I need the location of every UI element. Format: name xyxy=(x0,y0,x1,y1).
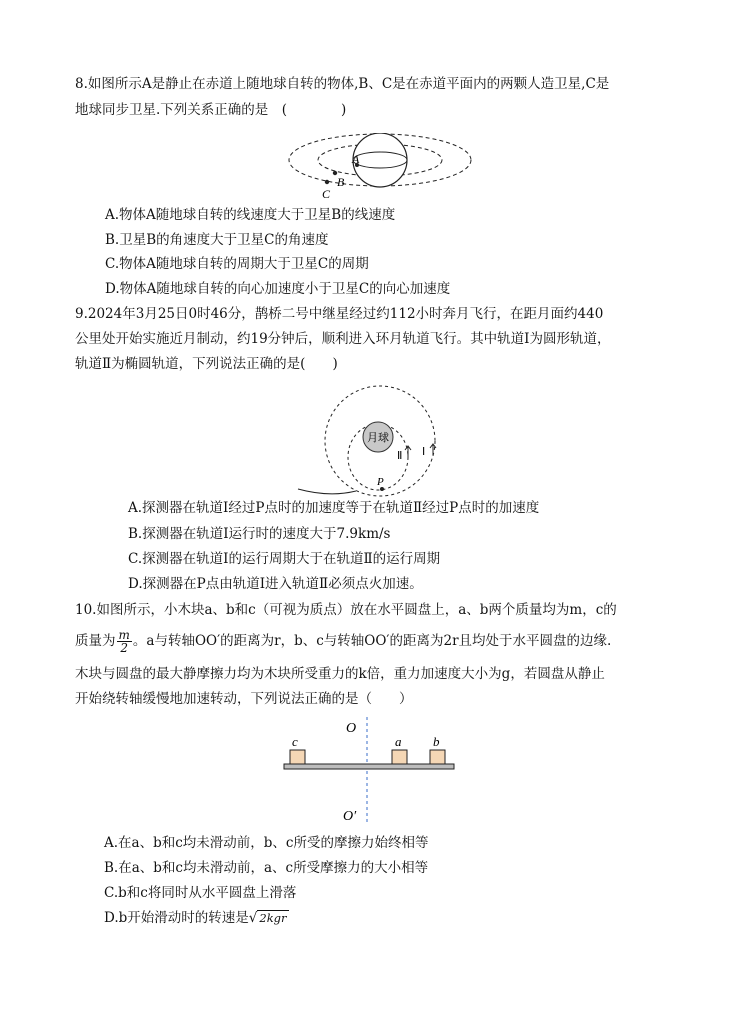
q9-option-c: C.探测器在轨道Ⅰ的运行周期大于在轨道Ⅱ的运行周期 xyxy=(128,551,441,567)
q10-option-a: A.在a、b和c均未滑动前，b、c所受的摩擦力始终相等 xyxy=(104,835,429,851)
q10-mass-fraction xyxy=(117,629,132,654)
q10-option-d-radicand: 2kgr xyxy=(259,911,287,925)
q10-option-d-text: D.b开始滑动时的转速是 xyxy=(104,910,249,926)
q9-orbit2-label: Ⅱ xyxy=(397,450,403,462)
q8-orbit-figure xyxy=(285,133,475,203)
q9-stem-line2: 公里处开始实施近月制动，约19分钟后，顺利进入环月轨道飞行。其中轨道Ⅰ为圆形轨道， xyxy=(75,331,611,347)
q10-stem-line4: 开始绕转轴缓慢地加速转动，下列说法正确的是（ ） xyxy=(75,691,413,707)
q10-stem-line2 xyxy=(75,627,611,655)
q10-stem-line2-pre: 质量为 xyxy=(75,633,116,649)
q10-option-c: C.b和c将同时从水平圆盘上滑落 xyxy=(104,885,297,901)
q10-option-d-sqrt: √ 2kgr xyxy=(248,910,287,926)
q10-frac-denominator: 2 xyxy=(120,641,129,655)
q10-stem-line2-post: 。a与转轴OO′的距离为r，b、c与转轴OO′的距离为2r且均处于水平圆盘的边缘. xyxy=(132,633,612,649)
q8-label-b: B xyxy=(337,175,345,189)
q8-option-d: D.物体A随地球自转的向心加速度小于卫星C的向心加速度 xyxy=(105,281,451,297)
q8-label-a: A xyxy=(352,152,360,166)
q10-block-b-label: b xyxy=(433,734,440,749)
q9-option-d: D.探测器在P点由轨道Ⅰ进入轨道Ⅱ必须点火加速。 xyxy=(128,576,423,592)
q9-orbit1-label: Ⅰ xyxy=(422,446,426,458)
q9-option-a: A.探测器在轨道Ⅰ经过P点时的加速度等于在轨道Ⅱ经过P点时的加速度 xyxy=(128,500,540,516)
q10-block-c-label: c xyxy=(292,734,298,749)
q8-option-a: A.物体A随地球自转的线速度大于卫星B的线速度 xyxy=(105,207,396,223)
q9-point-label: P xyxy=(377,476,384,488)
q10-stem-line3: 木块与圆盘的最大静摩擦力均为木块所受重力的k倍，重力加速度大小为g，若圆盘从静止 xyxy=(75,666,605,682)
q10-disk-figure xyxy=(280,712,460,827)
q9-stem-line1: 9.2024年3月25日0时46分，鹊桥二号中继星经过约112小时奔月飞行，在距月面约440 xyxy=(75,306,604,322)
q10-axis-o2-label: O′ xyxy=(343,809,357,824)
q10-block-a-label: a xyxy=(395,734,402,749)
q10-axis-o-label: O xyxy=(346,721,357,736)
q8-option-c: C.物体A随地球自转的周期大于卫星C的周期 xyxy=(105,256,369,272)
q10-stem-line1: 10.如图所示，小木块a、b和c（可视为质点）放在水平圆盘上，a、b两个质量均为m，c的 xyxy=(75,602,617,618)
q8-option-b: B.卫星B的角速度大于卫星C的角速度 xyxy=(105,232,329,248)
q9-moon-orbit-figure xyxy=(290,385,450,497)
q10-frac-numerator: m xyxy=(118,628,130,642)
q10-option-b: B.在a、b和c均未滑动前，a、c所受摩擦力的大小相等 xyxy=(104,860,429,876)
q9-stem-line3: 轨道Ⅱ为椭圆轨道，下列说法正确的是( ) xyxy=(75,356,338,372)
q8-label-c: C xyxy=(322,187,331,201)
q8-stem-line1: 8.如图所示A是静止在赤道上随地球自转的物体,B、C是在赤道平面内的两颗人造卫星,C是 xyxy=(75,76,610,92)
q8-stem-line2: 地球同步卫星.下列关系正确的是 ( ) xyxy=(75,102,347,118)
q9-moon-label: 月球 xyxy=(367,431,389,444)
q10-option-d xyxy=(104,908,289,928)
q9-option-b: B.探测器在轨道Ⅰ运行时的速度大于7.9km/s xyxy=(128,526,391,542)
